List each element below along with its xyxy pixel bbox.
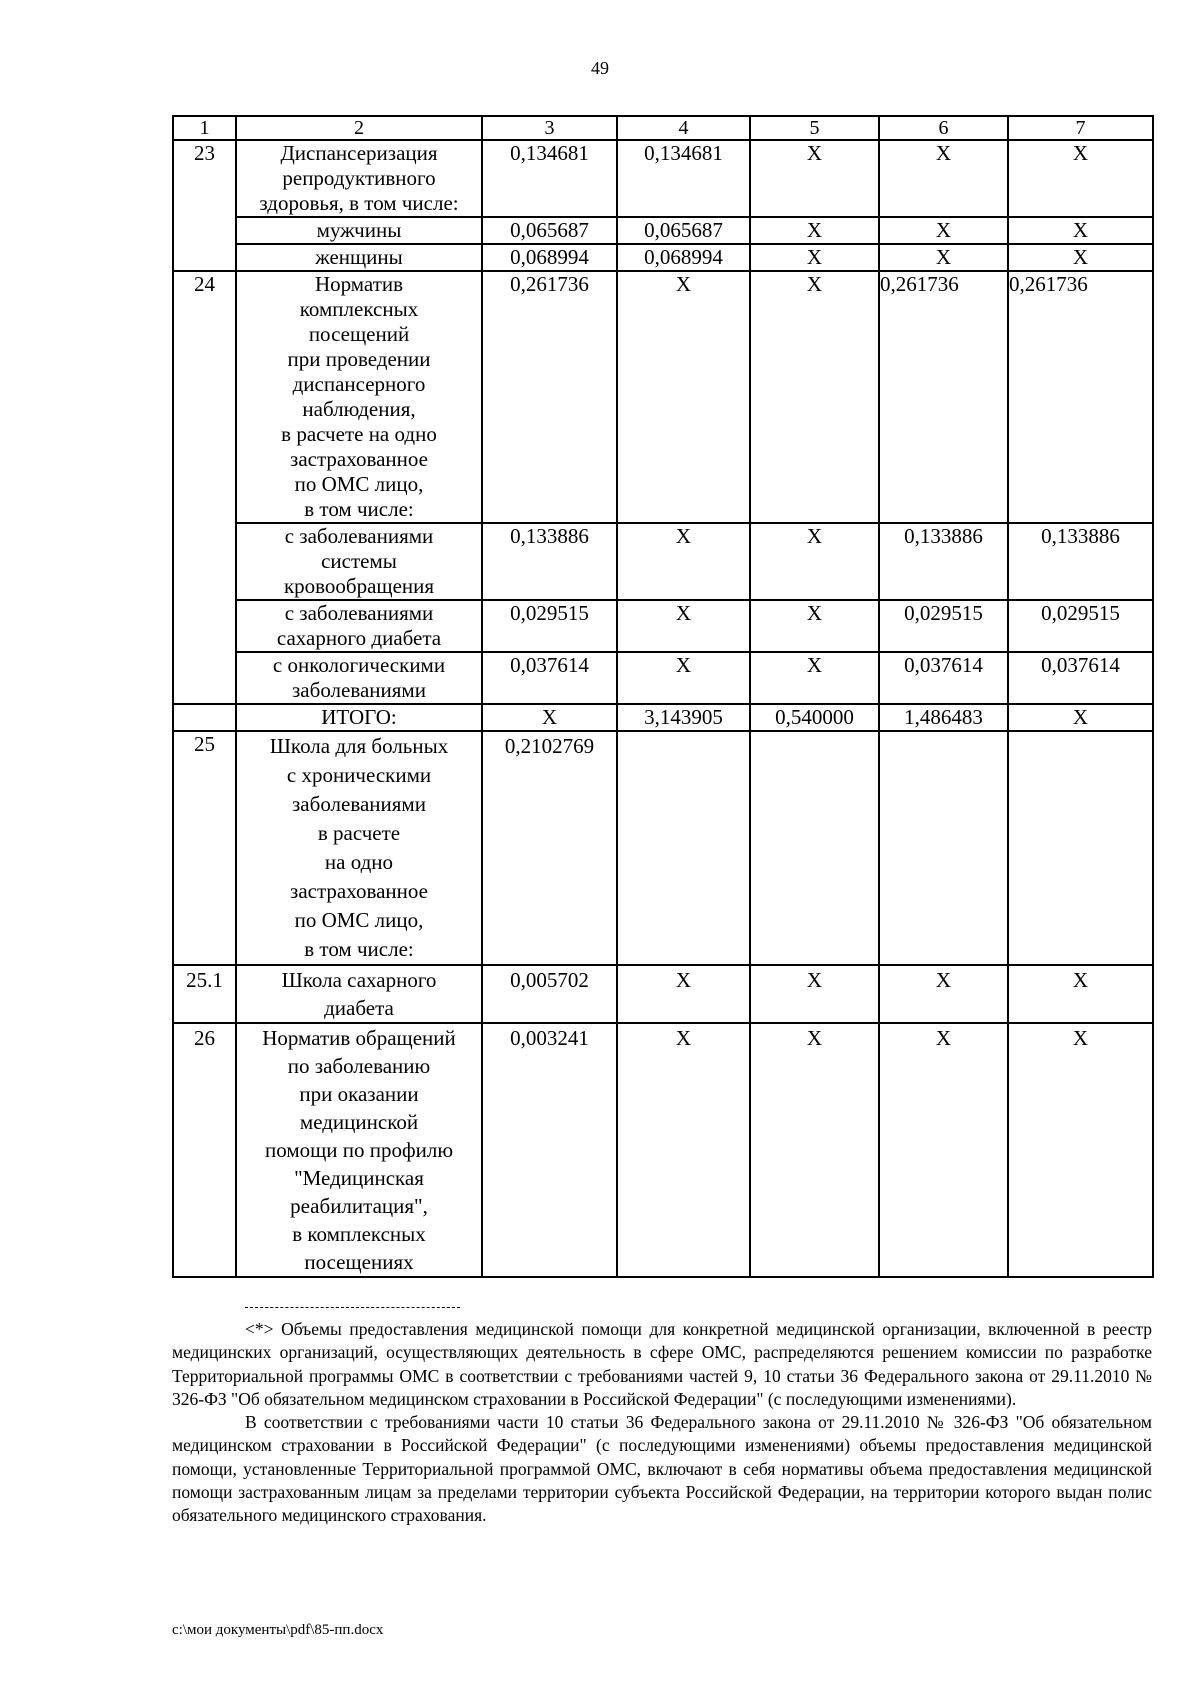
table-cell — [1008, 731, 1153, 965]
table-cell: Х — [750, 652, 879, 704]
row-description: Школа сахарного диабета — [236, 965, 482, 1023]
table-cell: 0,037614 — [482, 652, 617, 704]
row-description: женщины — [236, 244, 482, 271]
row-description: Диспансеризация репродуктивного здоровья, в том числе: — [236, 140, 482, 217]
table-cell: Х — [617, 600, 750, 652]
table-cell: Х — [617, 1023, 750, 1277]
table-cell: Х — [750, 523, 879, 600]
table-cell: 0,133886 — [1008, 523, 1153, 600]
table-cell: 0,134681 — [482, 140, 617, 217]
table-cell: 0,005702 — [482, 965, 617, 1023]
header-cell: 5 — [750, 116, 879, 140]
table-cell: Х — [1008, 244, 1153, 271]
page-number: 49 — [591, 58, 609, 78]
table-cell: Х — [879, 1023, 1008, 1277]
table-cell: 0,065687 — [617, 217, 750, 244]
table-cell: 0,068994 — [617, 244, 750, 271]
table-cell: 0,029515 — [1008, 600, 1153, 652]
table-cell: Х — [617, 965, 750, 1023]
row-number: 25 — [173, 731, 236, 965]
table-cell: Х — [1008, 704, 1153, 731]
table-cell: 0,037614 — [879, 652, 1008, 704]
table-subrow — [173, 600, 1153, 652]
total-row — [173, 704, 1153, 731]
table-cell: Х — [750, 600, 879, 652]
footnote-text: <*> Объемы предоставления медицинской помощи для конкретной медицинской организации, включенной в реестр медицинских организаций, осуществляющих деятельность в сфере ОМС, распределяются решением комиссии по разработке Территориальной программы ОМС в соответствии с требованиями частей 9, 10 статьи 36 Федерального закона от 29.11.2010 № 326-ФЗ "Об обязательном медицинском страховании в Российской Федерации" (с последующими изменениями). — [172, 1319, 1152, 1409]
row-description: Школа для больных с хроническими заболеваниями в расчете на одно застрахованное по ОМС лицо, в том числе: — [236, 731, 482, 965]
table-cell: 0,540000 — [750, 704, 879, 731]
table-cell: Х — [750, 217, 879, 244]
table-cell: Х — [879, 244, 1008, 271]
table-row — [173, 731, 1153, 965]
row-description: с заболеваниями сахарного диабета — [236, 600, 482, 652]
table-row — [173, 1023, 1153, 1277]
table-header-row — [173, 116, 1153, 140]
table-subrow — [173, 523, 1153, 600]
file-path: c:\мои документы\pdf\85-пп.docx — [172, 1622, 384, 1638]
table-cell: Х — [879, 217, 1008, 244]
table-cell: 0,068994 — [482, 244, 617, 271]
normatives-table — [172, 115, 1154, 1278]
row-number: 25.1 — [173, 965, 236, 1023]
table-cell: Х — [1008, 217, 1153, 244]
table-cell: Х — [750, 140, 879, 217]
table-cell: 0,029515 — [482, 600, 617, 652]
table-cell: 0,065687 — [482, 217, 617, 244]
row-number — [173, 704, 236, 731]
header-cell: 4 — [617, 116, 750, 140]
row-number: 26 — [173, 1023, 236, 1277]
table-cell: Х — [1008, 140, 1153, 217]
row-description: Норматив обращений по заболеванию при оказании медицинской помощи по профилю "Медицинская реабилитация", в комплексных посещениях — [236, 1023, 482, 1277]
footnotes — [172, 1318, 1152, 1528]
row-description: с заболеваниями системы кровообращения — [236, 523, 482, 600]
table-cell: 0,133886 — [879, 523, 1008, 600]
table-cell: Х — [750, 965, 879, 1023]
header-cell: 1 — [173, 116, 236, 140]
table-cell: Х — [1008, 1023, 1153, 1277]
row-description: Норматив комплексных посещений при проведении диспансерного наблюдения, в расчете на одно застрахованное по ОМС лицо, в том числе: — [236, 271, 482, 523]
table-cell — [750, 731, 879, 965]
table-cell: 0,261736 — [482, 271, 617, 523]
header-cell: 7 — [1008, 116, 1153, 140]
table-cell: 0,003241 — [482, 1023, 617, 1277]
row-description: мужчины — [236, 217, 482, 244]
table-cell: 0,133886 — [482, 523, 617, 600]
row-number: 24 — [173, 271, 236, 704]
table-cell: Х — [750, 244, 879, 271]
table-row — [173, 965, 1153, 1023]
table-cell: 0,037614 — [1008, 652, 1153, 704]
table-cell: 3,143905 — [617, 704, 750, 731]
table-cell: Х — [617, 652, 750, 704]
table-subrow — [173, 652, 1153, 704]
table-cell: 0,261736 — [879, 271, 1008, 523]
footnote-separator — [245, 1307, 460, 1308]
table-subrow — [173, 217, 1153, 244]
table-cell: 0,029515 — [879, 600, 1008, 652]
header-cell: 6 — [879, 116, 1008, 140]
table-cell: Х — [750, 1023, 879, 1277]
table-cell: Х — [617, 523, 750, 600]
total-label: ИТОГО: — [236, 704, 482, 731]
header-cell: 3 — [482, 116, 617, 140]
table-cell: Х — [879, 140, 1008, 217]
table-cell: Х — [750, 271, 879, 523]
table-cell — [879, 731, 1008, 965]
table-cell: Х — [1008, 965, 1153, 1023]
table-cell: 0,134681 — [617, 140, 750, 217]
table-subrow — [173, 244, 1153, 271]
table-cell: Х — [617, 271, 750, 523]
row-description: с онкологическими заболеваниями — [236, 652, 482, 704]
row-number: 23 — [173, 140, 236, 271]
table-row — [173, 140, 1153, 217]
table-cell: 1,486483 — [879, 704, 1008, 731]
table-row — [173, 271, 1153, 523]
table-cell: 0,261736 — [1008, 271, 1153, 523]
footnote-text: В соответствии с требованиями части 10 статьи 36 Федерального закона от 29.11.2010 № 326-ФЗ "Об обязательном медицинском страховании в Российской Федерации" (с последующими изменениями) объемы предоставления медицинской помощи, установленные Территориальной программой ОМС, включают в себя нормативы объема предоставления медицинской помощи застрахованным лицам за пределами территории субъекта Российской Федерации, на территории которого выдан полис обязательного медицинского страхования. — [172, 1412, 1152, 1526]
table-cell: Х — [482, 704, 617, 731]
table-cell: 0,2102769 — [482, 731, 617, 965]
table-cell: Х — [879, 965, 1008, 1023]
header-cell: 2 — [236, 116, 482, 140]
table-cell — [617, 731, 750, 965]
